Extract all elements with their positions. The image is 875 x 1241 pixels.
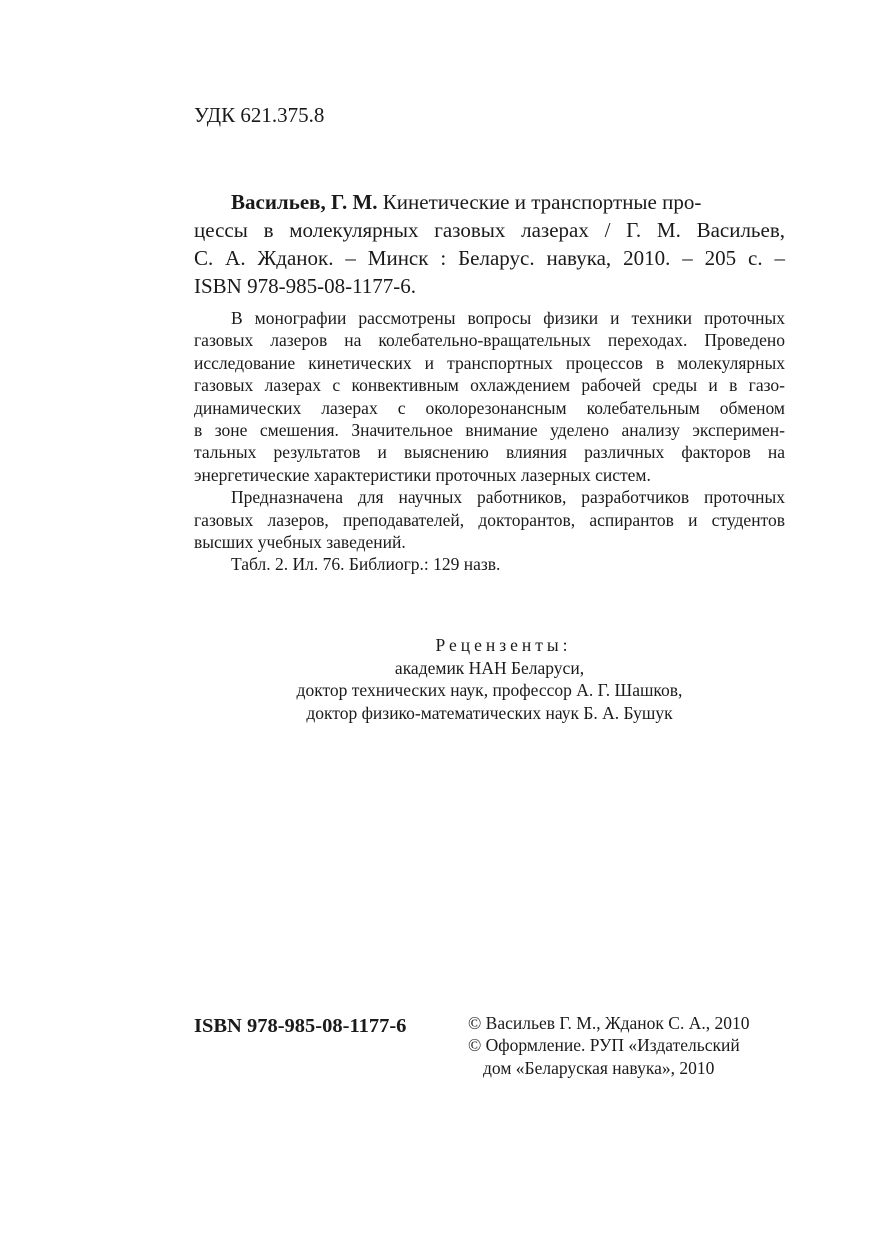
udk-code: УДК 621.375.8	[194, 103, 325, 127]
biblio-line-4: ISBN 978-985-08-1177-6.	[194, 274, 417, 298]
annot-p1-line: в зоне смешения. Значительное внимание уделено анализу эксперимен-	[194, 420, 785, 441]
annotation-paragraph-2	[194, 486, 785, 553]
authors: Васильев, Г. М.	[231, 190, 378, 214]
annot-p1-line: газовых лазеров на колебательно-вращательных переходах. Проведено	[194, 330, 785, 351]
annot-p1-line: исследование кинетических и транспортных процессов в молекулярных	[194, 352, 785, 373]
copyright-block	[468, 1012, 786, 1079]
reviewer-line: академик НАН Беларуси,	[394, 657, 585, 678]
bibliographic-description	[194, 188, 785, 300]
biblio-line-1	[194, 188, 785, 216]
reviewers-heading: Рецензенты:	[435, 635, 572, 655]
copyright-line-2: © Оформление. РУП «Издательский	[468, 1035, 740, 1056]
annot-p2-line: Предназначена для научных работников, разработчиков проточных	[231, 487, 785, 508]
annot-p1-line: В монографии рассмотрены вопросы физики и техники проточных	[231, 308, 785, 328]
title-part-1: Кинетические и транспортные про-	[382, 190, 702, 214]
isbn: ISBN 978-985-08-1177-6	[194, 1015, 407, 1037]
reviewer-line: доктор физико-математических наук Б. А. Бушук	[306, 702, 673, 723]
biblio-line-3: С. А. Жданок. – Минск : Беларус. навука, 2010. – 205 с. –	[194, 246, 785, 270]
annot-p1-line: энергетические характеристики проточных лазерных систем.	[194, 464, 651, 485]
reviewers-block	[194, 634, 785, 724]
copyright-line-3: дом «Беларуская навука», 2010	[483, 1057, 715, 1078]
annot-p2-line: газовых лазеров, преподавателей, докторантов, аспирантов и студентов	[194, 509, 785, 530]
annotation	[194, 307, 785, 576]
biblio-line-2: цессы в молекулярных газовых лазерах / Г. М. Васильев,	[194, 218, 785, 242]
annot-p1-line: газовых лазерах с конвективным охлаждением рабочей среды и в газо-	[194, 375, 785, 396]
annot-p1-line: динамических лазерах с околорезонансным колебательным обменом	[194, 397, 785, 418]
copyright-line-1: © Васильев Г. М., Жданок С. А., 2010	[468, 1013, 750, 1033]
annotation-paragraph-3: Табл. 2. Ил. 76. Библиогр.: 129 назв.	[231, 554, 501, 575]
annot-p1-line: тальных результатов и выяснению влияния различных факторов на	[194, 442, 785, 463]
annotation-paragraph-1	[194, 307, 785, 486]
reviewer-line: доктор технических наук, профессор А. Г. Шашков,	[296, 680, 683, 700]
annot-p2-line: высших учебных заведений.	[194, 532, 406, 553]
